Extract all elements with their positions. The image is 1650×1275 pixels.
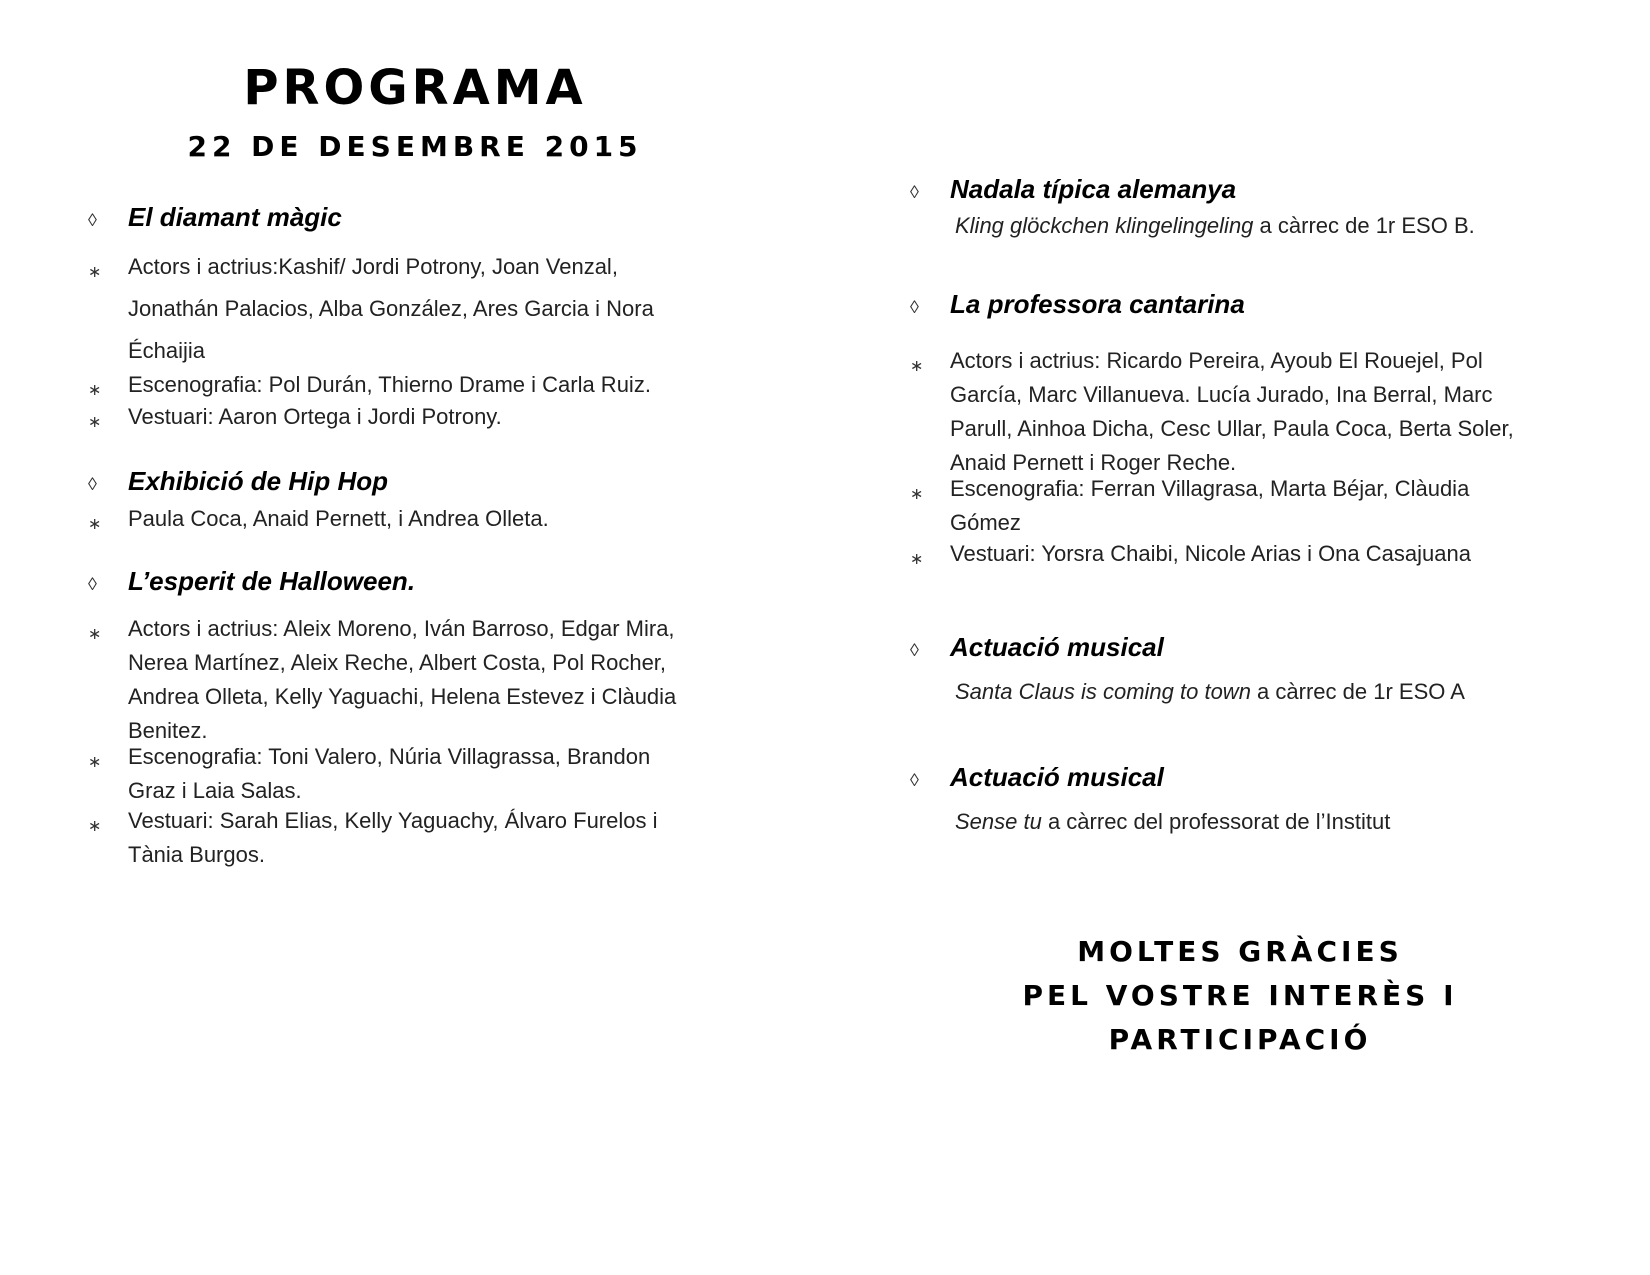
list-item-costumes xyxy=(910,537,1550,577)
song-title: Kling glöckchen klingelingeling xyxy=(955,213,1254,238)
item-text: Escenografia: Ferran Villagrasa, Marta Béjar, Clàudia Gómez xyxy=(950,476,1470,535)
section-title: Exhibició de Hip Hop xyxy=(128,466,389,496)
song-title: Sense tu xyxy=(955,809,1042,834)
list-item-actors xyxy=(88,246,688,372)
list-item-dancers xyxy=(88,502,728,542)
asterisk-bullet-icon: ∗ xyxy=(88,516,102,533)
section-heading-halloween xyxy=(88,566,415,597)
asterisk-bullet-icon: ∗ xyxy=(910,551,924,568)
list-item-costumes xyxy=(88,804,688,872)
asterisk-bullet-icon: ∗ xyxy=(88,264,102,281)
section-heading-professora xyxy=(910,289,1245,320)
closing-line: PEL VOSTRE INTERÈS I xyxy=(1022,979,1458,1012)
event-date: 22 DE DESEMBRE 2015 xyxy=(187,130,643,163)
diamond-bullet-icon: ◊ xyxy=(910,770,919,790)
section-title: L’esperit de Halloween. xyxy=(128,566,416,596)
item-text: Escenografia: Toni Valero, Núria Villagrassa, Brandon Graz i Laia Salas. xyxy=(128,744,651,803)
performance-note xyxy=(955,806,1390,838)
section-title: Actuació musical xyxy=(950,632,1164,662)
section-heading-nadala xyxy=(910,174,1236,205)
closing-message xyxy=(950,930,1530,1062)
item-text: Escenografia: Pol Durán, Thierno Drame i Carla Ruiz. xyxy=(128,372,651,397)
item-text: Actors i actrius: Ricardo Pereira, Ayoub El Rouejel, Pol García, Marc Villanueva. Lucía Jurado, Ina Berral, Marc Parull, Ainhoa Dicha, Cesc Ullar, Paula Coca, Berta Soler, Anaid Pernett i Roger Reche. xyxy=(950,348,1514,475)
list-item-actors xyxy=(88,612,688,748)
song-title: Santa Claus is coming to town xyxy=(955,679,1251,704)
item-text: Vestuari: Yorsra Chaibi, Nicole Arias i Ona Casajuana xyxy=(950,541,1471,566)
item-text: Paula Coca, Anaid Pernett, i Andrea Olleta. xyxy=(128,506,549,531)
asterisk-bullet-icon: ∗ xyxy=(88,626,102,643)
list-item-scenography xyxy=(88,740,688,808)
section-title: El diamant màgic xyxy=(128,202,342,232)
performer-text: a càrrec de 1r ESO A xyxy=(1250,679,1465,704)
asterisk-bullet-icon: ∗ xyxy=(88,818,102,835)
item-text: Vestuari: Sarah Elias, Kelly Yaguachy, Álvaro Furelos i Tània Burgos. xyxy=(128,808,658,867)
section-heading-diamant xyxy=(88,202,342,233)
page-title: PROGRAMA xyxy=(243,60,587,116)
diamond-bullet-icon: ◊ xyxy=(910,182,919,202)
list-item-costumes xyxy=(88,400,728,440)
list-item-scenography xyxy=(910,472,1510,540)
asterisk-bullet-icon: ∗ xyxy=(910,486,924,503)
asterisk-bullet-icon: ∗ xyxy=(88,754,102,771)
section-title: Actuació musical xyxy=(950,762,1164,792)
asterisk-bullet-icon: ∗ xyxy=(910,358,924,375)
diamond-bullet-icon: ◊ xyxy=(88,210,97,230)
closing-line: MOLTES GRÀCIES xyxy=(1077,935,1403,968)
asterisk-bullet-icon: ∗ xyxy=(88,382,102,399)
list-item-actors xyxy=(910,344,1550,480)
section-heading-hiphop xyxy=(88,466,388,497)
performance-note xyxy=(955,676,1465,708)
diamond-bullet-icon: ◊ xyxy=(88,474,97,494)
performer-text: a càrrec de 1r ESO B. xyxy=(1253,213,1475,238)
diamond-bullet-icon: ◊ xyxy=(88,574,97,594)
asterisk-bullet-icon: ∗ xyxy=(88,414,102,431)
section-title: La professora cantarina xyxy=(950,289,1245,319)
diamond-bullet-icon: ◊ xyxy=(910,640,919,660)
item-text: Actors i actrius:Kashif/ Jordi Potrony, Joan Venzal, Jonathán Palacios, Alba González, Ares Garcia i Nora Échaijia xyxy=(128,254,654,363)
performance-note xyxy=(955,210,1475,242)
section-title: Nadala típica alemanya xyxy=(950,174,1237,204)
closing-line: PARTICIPACIÓ xyxy=(1108,1023,1372,1056)
section-heading-musical-1 xyxy=(910,632,1164,663)
diamond-bullet-icon: ◊ xyxy=(910,297,919,317)
item-text: Vestuari: Aaron Ortega i Jordi Potrony. xyxy=(128,404,502,429)
item-text: Actors i actrius: Aleix Moreno, Iván Barroso, Edgar Mira, Nerea Martínez, Aleix Reche, Albert Costa, Pol Rocher, Andrea Olleta, Kelly Yaguachi, Helena Estevez i Clàudia Benitez. xyxy=(128,616,677,743)
section-heading-musical-2 xyxy=(910,762,1164,793)
performer-text: a càrrec del professorat de l’Institut xyxy=(1041,809,1391,834)
